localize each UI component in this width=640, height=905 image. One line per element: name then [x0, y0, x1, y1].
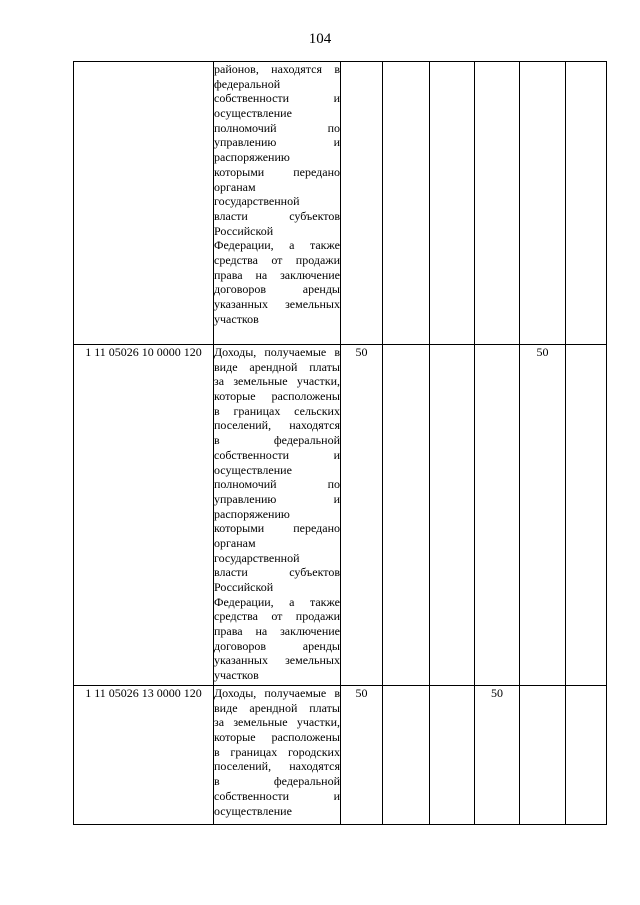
- description-word: осуществление: [214, 462, 292, 477]
- description-line: [214, 150, 340, 165]
- description-line: [214, 521, 340, 536]
- description-word: на: [255, 267, 268, 282]
- description-line: [214, 121, 340, 136]
- description-word: получаемые: [264, 345, 327, 359]
- description-word: участков: [214, 311, 259, 326]
- description-line: [214, 106, 340, 121]
- description-line: [214, 715, 340, 730]
- description-word: собственности: [214, 447, 290, 462]
- description-word: районов,: [214, 62, 259, 76]
- description-cell: [214, 62, 341, 345]
- description-line: [214, 730, 340, 745]
- description-word: федеральной: [214, 76, 281, 91]
- description-line: [214, 209, 340, 224]
- description-line: [214, 463, 340, 478]
- table-body: [74, 62, 607, 825]
- table-row: [74, 345, 607, 686]
- amount-cell: [430, 345, 475, 686]
- description-word: средства: [214, 609, 259, 624]
- amount-cell: [520, 686, 566, 825]
- description-word: распоряжению: [214, 506, 290, 521]
- description-word: и: [333, 135, 340, 150]
- description-line: [214, 404, 340, 419]
- description-word: участки,: [296, 374, 340, 389]
- description-line: [214, 536, 340, 551]
- description-word: границах: [230, 744, 278, 759]
- description-word: за: [214, 715, 225, 730]
- description-word: поселений,: [214, 759, 272, 774]
- description-line: [214, 62, 340, 77]
- amount-cell: [383, 345, 430, 686]
- description-word: власти: [214, 208, 248, 223]
- description-line: [214, 312, 340, 327]
- description-line: [214, 565, 340, 580]
- description-line: [214, 165, 340, 180]
- description-word: в: [334, 62, 340, 76]
- description-cell: [214, 686, 341, 825]
- description-word: Федерации,: [214, 238, 274, 253]
- description-word: земельные: [233, 715, 288, 730]
- description-word: управлению: [214, 135, 277, 150]
- description-word: городских: [288, 744, 340, 759]
- description-word: передано: [293, 521, 340, 536]
- description-word: в: [214, 774, 220, 789]
- amount-cell: 50: [520, 345, 566, 686]
- description-word: Российской: [214, 223, 274, 238]
- amount-cell: 50: [341, 686, 383, 825]
- description-word: за: [214, 374, 225, 389]
- table-row: [74, 62, 607, 345]
- description-word: также: [309, 594, 340, 609]
- amount-cell: [520, 62, 566, 345]
- description-word: указанных: [214, 297, 268, 311]
- description-word: платы: [309, 700, 340, 715]
- description-line: [214, 745, 340, 760]
- description-word: продажи: [295, 252, 340, 267]
- description-word: которые: [214, 730, 256, 745]
- description-word: Федерации,: [214, 594, 274, 609]
- description-line: [214, 492, 340, 507]
- description-word: в: [334, 686, 340, 700]
- description-line: [214, 418, 340, 433]
- description-word: субъектов: [289, 208, 340, 223]
- description-word: указанных: [214, 653, 268, 668]
- description-line: [214, 701, 340, 716]
- description-word: платы: [309, 359, 340, 374]
- description-word: арендной: [249, 359, 298, 374]
- description-word: расположены: [271, 389, 340, 404]
- description-line: [214, 759, 340, 774]
- description-word: по: [327, 477, 340, 492]
- description-line: [214, 653, 340, 668]
- amount-cell: [475, 345, 520, 686]
- description-line: [214, 77, 340, 92]
- description-word: и: [333, 91, 340, 106]
- amount-cell: [383, 686, 430, 825]
- description-word: средства: [214, 252, 259, 267]
- description-word: Доходы,: [214, 686, 257, 700]
- description-word: которыми: [214, 164, 265, 179]
- description-word: расположены: [271, 730, 340, 745]
- description-word: полномочий: [214, 120, 277, 135]
- description-word: в: [214, 433, 220, 448]
- description-word: находятся: [289, 759, 340, 774]
- amount-cell: [383, 62, 430, 345]
- description-word: осуществление: [214, 803, 292, 818]
- description-word: полномочий: [214, 477, 277, 492]
- description-line: [214, 686, 340, 701]
- budget-table: [73, 61, 607, 825]
- description-line: [214, 507, 340, 522]
- description-cell: [214, 345, 341, 686]
- description-line: [214, 668, 340, 683]
- description-word: заключение: [280, 624, 340, 639]
- description-line: [214, 789, 340, 804]
- description-line: [214, 268, 340, 283]
- description-word: участков: [214, 668, 259, 683]
- page-number: 104: [308, 31, 332, 47]
- amount-cell: [475, 62, 520, 345]
- description-word: Доходы,: [214, 345, 257, 359]
- description-line: [214, 804, 340, 819]
- description-word: субъектов: [289, 565, 340, 580]
- description-word: договоров: [214, 282, 266, 297]
- description-line: [214, 194, 340, 209]
- budget-code-cell: [74, 62, 214, 345]
- description-word: органам: [214, 179, 256, 194]
- description-word: в: [214, 403, 220, 418]
- description-word: получаемые: [264, 686, 327, 700]
- amount-cell: [566, 62, 607, 345]
- description-line: [214, 595, 340, 610]
- description-word: распоряжению: [214, 150, 290, 165]
- description-word: органам: [214, 535, 256, 550]
- description-word: от: [271, 609, 283, 624]
- description-word: а: [289, 594, 295, 609]
- description-word: и: [333, 491, 340, 506]
- description-word: управлению: [214, 491, 277, 506]
- description-word: федеральной: [273, 433, 340, 448]
- description-word: федеральной: [273, 774, 340, 789]
- amount-cell: 50: [475, 686, 520, 825]
- description-line: [214, 774, 340, 789]
- description-word: по: [327, 120, 340, 135]
- description-line: [214, 345, 340, 360]
- description-line: [214, 253, 340, 268]
- description-word: аренды: [302, 282, 340, 297]
- description-line: [214, 448, 340, 463]
- description-word: аренды: [302, 638, 340, 653]
- amount-cell: [430, 62, 475, 345]
- description-word: находятся: [271, 62, 322, 76]
- description-line: [214, 477, 340, 492]
- description-word: земельных: [285, 297, 340, 311]
- description-word: права: [214, 267, 243, 282]
- description-word: находятся: [289, 418, 340, 433]
- description-word: а: [289, 238, 295, 253]
- description-word: арендной: [249, 700, 298, 715]
- description-line: [214, 609, 340, 624]
- description-word: заключение: [280, 267, 340, 282]
- description-word: передано: [293, 164, 340, 179]
- description-word: границах: [233, 403, 281, 418]
- budget-code-cell: 1 11 05026 13 0000 120: [74, 686, 214, 825]
- amount-cell: [566, 686, 607, 825]
- description-line: [214, 238, 340, 253]
- table-row: [74, 686, 607, 825]
- description-word: участки,: [296, 715, 340, 730]
- description-line: [214, 297, 340, 312]
- description-word: которые: [214, 389, 256, 404]
- description-word: продажи: [295, 609, 340, 624]
- description-word: договоров: [214, 638, 266, 653]
- description-line: [214, 624, 340, 639]
- description-word: государственной: [214, 194, 300, 209]
- description-word: собственности: [214, 91, 290, 106]
- description-line: [214, 639, 340, 654]
- description-word: права: [214, 624, 243, 639]
- description-word: и: [333, 788, 340, 803]
- description-line: [214, 135, 340, 150]
- description-line: [214, 282, 340, 297]
- description-word: также: [309, 238, 340, 253]
- amount-cell: [566, 345, 607, 686]
- description-word: государственной: [214, 550, 300, 565]
- description-line: [214, 180, 340, 195]
- description-word: поселений,: [214, 418, 272, 433]
- description-word: земельных: [285, 653, 340, 668]
- description-line: [214, 389, 340, 404]
- description-line: [214, 224, 340, 239]
- description-word: на: [255, 624, 268, 639]
- budget-code-cell: 1 11 05026 10 0000 120: [74, 345, 214, 686]
- description-word: осуществление: [214, 106, 292, 121]
- description-word: виде: [214, 700, 238, 715]
- description-word: в: [334, 345, 340, 359]
- description-word: и: [333, 447, 340, 462]
- description-line: [214, 360, 340, 375]
- amount-cell: [430, 686, 475, 825]
- description-line: [214, 91, 340, 106]
- amount-cell: 50: [341, 345, 383, 686]
- description-word: которыми: [214, 521, 265, 536]
- description-word: власти: [214, 565, 248, 580]
- description-word: виде: [214, 359, 238, 374]
- description-line: [214, 580, 340, 595]
- amount-cell: [341, 62, 383, 345]
- description-word: сельских: [294, 403, 340, 418]
- description-word: в: [214, 744, 220, 759]
- description-word: от: [271, 252, 283, 267]
- description-word: Российской: [214, 580, 274, 594]
- description-line: [214, 374, 340, 389]
- description-line: [214, 433, 340, 448]
- description-word: земельные: [233, 374, 288, 389]
- description-word: собственности: [214, 788, 290, 803]
- description-line: [214, 551, 340, 566]
